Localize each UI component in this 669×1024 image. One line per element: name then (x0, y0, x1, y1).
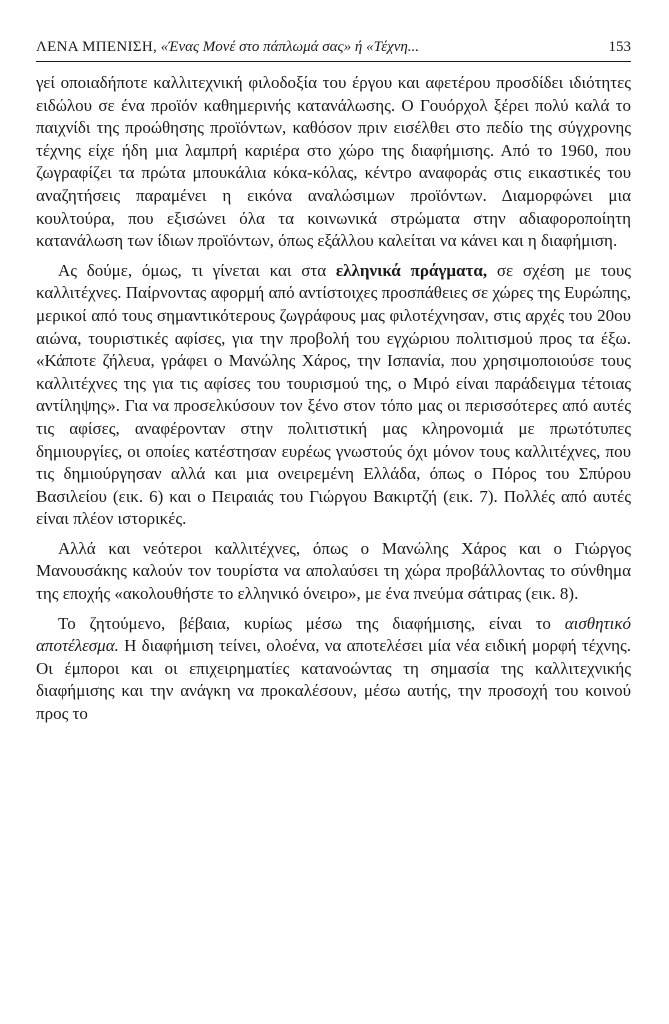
paragraph-2-part-2: σε σχέση με τους καλλιτέχνες. Παίρνοντας αφορμή από αντίστοιχες προσπάθειες σε χώρες της Ευρώπης, μερικοί από τους σημαντικότερους ζωγράφους μας φιλοτέχνησαν, στις αρχές του 20ου αιώνα, τουριστικές αφίσες, για την προβολή του εγχώριου πολιτισμού προς τα έξω. «Κάποτε ζήλευα, γράφει ο Μανώλης Χάρος, την Ισπανία, που χρησιμοποιούσε τους καλλιτέχνες της για τις αφίσες του τουρισμού της, ο Μιρό είναι παράδειγμα τέτοιας αντίληψης». Για να προσελκύσουν τον ξένο στον τόπο μας οι περισσότερες από αυτές τις αφίσες, αναφέρονταν στην πολιτιστική μας κληρονομιά με πρωτότυπες δημιουργίες, οι οποίες κατέστησαν ευρέως γνωστούς όχι μόνον τους καλλιτέχνες, που τις δημιούργησαν αλλά και μια ονειρεμένη Ελλάδα, όπως ο Πόρος του Σπύρου Βασιλείου (εικ. 6) και ο Πειραιάς του Γιώργου Βακιρτζή (εικ. 7). Πολλές από αυτές είναι πλέον ιστορικές. (36, 260, 631, 529)
header-author: ΛΕΝΑ ΜΠΕΝΙΣΗ, (36, 39, 157, 55)
paragraph-2-bold-phrase: ελληνικά πράγματα, (335, 260, 488, 280)
page-number: 153 (608, 39, 631, 55)
paragraph-1: γεί οποιαδήποτε καλλιτεχνική φιλοδοξία του έργου και αφετέρου προσδίδει ιδιότητες ειδώλου σε ένα προϊόν καθημερινής κατανάλωσης. Ο Γουόρχολ ξέρει πολύ καλά το παιχνίδι της προώθησης προϊόντων, καθόσον πριν εισέλθει στο πεδίο της σύγχρονης τέχνης είχε ήδη μια λαμπρή καριέρα στο χώρο της διαφήμισης. Από το 1960, που ζωγραφίζει τα πρώτα μπουκάλια κόκα-κόλας, κέντρο αναφοράς στις εικαστικές του αναζητήσεις παραμένει η εικόνα αναλώσιμων προϊόντων. Διαμορφώνει μια κουλτούρα, που εξισώνει όλα τα κοινωνικά στρώματα στην αδιαφοροποίητη κατανάλωση των ίδιων προϊόντων, όπως εξάλλου καλείται να κάνει και η διαφήμιση. (36, 73, 631, 251)
paragraph-4-italic-phrase: αισθητικό αποτέλεσμα. (36, 613, 631, 656)
header-left (36, 38, 419, 56)
running-header (36, 38, 631, 62)
paragraph-4-part-1: Το ζητούμενο, βέβαια, κυρίως μέσω της διαφήμισης, είναι το (58, 613, 565, 633)
paragraph-2 (36, 260, 631, 531)
paragraph-4 (36, 613, 631, 726)
book-page (36, 38, 631, 726)
header-chapter-title: «Ένας Μονέ στο πάπλωμά σας» ή «Τέχνη... (160, 39, 420, 55)
body-text (36, 72, 631, 726)
paragraph-2-part-1: Ας δούμε, όμως, τι γίνεται και στα (58, 260, 336, 280)
paragraph-3: Αλλά και νεότεροι καλλιτέχνες, όπως ο Μανώλης Χάρος και ο Γιώργος Μανουσάκης καλούν τον τουρίστα να απολαύσει τη χώρα προβάλλοντας το σύνθημα της εποχής «ακολουθήστε το ελληνικό όνειρο», με ένα πνεύμα σάτιρας (εικ. 8). (36, 538, 631, 604)
paragraph-4-part-2: Η διαφήμιση τείνει, ολοένα, να αποτελέσει μία νέα ειδική μορφή τέχνης. Οι έμποροι και οι επιχειρηματίες κατανοώντας τη σημασία της καλλιτεχνικής διαφήμισης και την ανάγκη να προκαλέσουν, μέσω αυτής, την προσοχή του κοινού προς το (36, 636, 631, 724)
